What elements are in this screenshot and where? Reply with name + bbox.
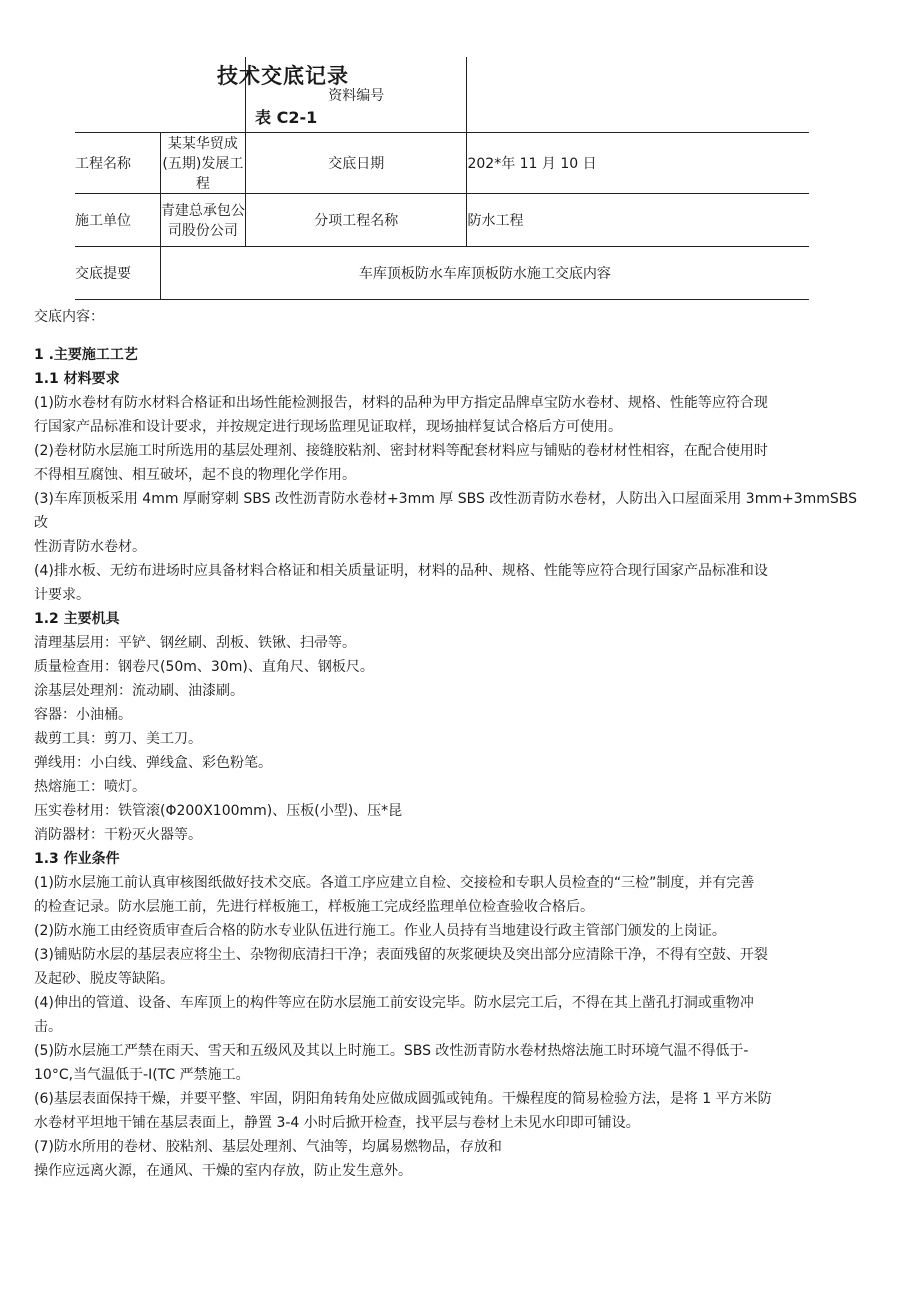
content-intro: 交底内容： [34, 309, 104, 325]
section-heading: 1.1 材料要求 [34, 371, 120, 387]
date-label: 交底日期 [246, 133, 467, 194]
contractor-label: 施工单位 [75, 194, 160, 247]
header-row-project [75, 133, 809, 194]
header-row-contractor [75, 194, 809, 247]
content-line: 质量检查用：钢卷尺(50m、30m)、直角尺、钢板尺。 [34, 659, 374, 675]
content-line: 及起砂、脱皮等缺陷。 [34, 971, 174, 987]
doc-no-value [467, 57, 809, 133]
content-line: (1)防水卷材有防水材料合格证和出场性能检测报告，材料的品种为甲方指定品牌卓宝防水卷材、规格、性能等应符合现 [34, 395, 768, 411]
content-line: 消防器材：干粉灭火器等。 [34, 827, 202, 843]
content-line: (3)铺贴防水层的基层表应将尘土、杂物彻底清扫干净；表面残留的灰浆硬块及突出部分应清除干净，不得有空鼓、开裂 [34, 947, 768, 963]
content-line: 裁剪工具：剪刀、美工刀。 [34, 731, 202, 747]
content-line: 涂基层处理剂：流动刷、油漆刷。 [34, 683, 244, 699]
summary-value: 车库顶板防水车库顶板防水施工交底内容 [160, 247, 809, 300]
content-line: (4)伸出的管道、设备、车库顶上的构件等应在防水层施工前安设完毕。防水层完工后，不得在其上凿孔打洞或重物冲 [34, 995, 754, 1011]
content-line: 10°C,当气温低于-I(TC 严禁施工。 [34, 1067, 250, 1083]
content-line: 击。 [34, 1019, 62, 1035]
content-line: (3)车库顶板采用 4mm 厚耐穿刺 SBS 改性沥青防水卷材+3mm 厚 SBS 改性沥青防水卷材，人防出入口屋面采用 3mm+3mmSBS 改 [34, 491, 858, 531]
document-title: 技术交底记录 [217, 64, 349, 88]
content-line: 操作应远离火源，在通风、干燥的室内存放，防止发生意外。 [34, 1163, 412, 1179]
section-heading: 1.2 主要机具 [34, 611, 120, 627]
content-line: (5)防水层施工严禁在雨天、雪天和五级风及其以上时施工。SBS 改性沥青防水卷材热熔法施工时环境气温不得低于- [34, 1043, 749, 1059]
content-line: (6)基层表面保持干燥，并要平整、牢固，阴阳角转角处应做成圆弧或钝角。干燥程度的简易检验方法，是将 1 平方米防 [34, 1091, 772, 1107]
sub-project-label: 分项工程名称 [246, 194, 467, 247]
header-row-title [75, 57, 809, 133]
doc-no-label: 资料编号 [246, 57, 467, 133]
sub-project-value: 防水工程 [467, 194, 809, 247]
content-line: 的检查记录。防水层施工前，先进行样板施工，样板施工完成经监理单位检查验收合格后。 [34, 899, 594, 915]
content-line: (1)防水层施工前认真审核图纸做好技术交底。各道工序应建立自检、交接检和专职人员检查的“三检”制度，并有完善 [34, 875, 755, 891]
content-line: 不得相互腐蚀、相互破坏，起不良的物理化学作用。 [34, 467, 356, 483]
content-line: 压实卷材用：铁管滚(Φ200X100mm)、压板(小型)、压*昆 [34, 803, 403, 819]
section-heading: 1 .主要施工工艺 [34, 347, 138, 363]
content-line: 行国家产品标准和设计要求，并按规定进行现场监理见证取样，现场抽样复试合格后方可使用。 [34, 419, 622, 435]
content-line: (4)排水板、无纺布进场时应具备材料合格证和相关质量证明，材料的品种、规格、性能等应符合现行国家产品标准和设 [34, 563, 768, 579]
content-line: 弹线用：小白线、弹线盒、彩色粉笔。 [34, 755, 272, 771]
header-row-summary [75, 247, 809, 300]
content-line: (2)卷材防水层施工时所选用的基层处理剂、接缝胶粘剂、密封材料等配套材料应与铺贴的卷材材性相容，在配合使用时 [34, 443, 768, 459]
content-line: 热熔施工：喷灯。 [34, 779, 146, 795]
content-line: (7)防水所用的卷材、胶粘剂、基层处理剂、气油等，均属易燃物品，存放和 [34, 1139, 502, 1155]
disclosure-content [34, 305, 860, 1183]
content-line: 计要求。 [34, 587, 90, 603]
title-cell [75, 57, 349, 133]
content-line: (2)防水施工由经资质审查后合格的防水专业队伍进行施工。作业人员持有当地建设行政主管部门颁发的上岗证。 [34, 923, 726, 939]
content-line: 清理基层用：平铲、钢丝刷、刮板、铁锹、扫帚等。 [34, 635, 356, 651]
date-value: 202*年 11 月 10 日 [467, 133, 809, 194]
content-lines [34, 343, 860, 1183]
project-name-value: 某某华贸成(五期)发展工程 [160, 133, 245, 194]
content-line: 水卷材平坦地干铺在基层表面上，静置 3-4 小时后掀开检查，找平层与卷材上未见水印即可铺设。 [34, 1115, 640, 1131]
header-table [75, 57, 809, 300]
section-heading: 1.3 作业条件 [34, 851, 120, 867]
contractor-value: 青建总承包公司股份公司 [160, 194, 245, 247]
form-number: 表 C2-1 [255, 108, 318, 127]
project-name-label: 工程名称 [75, 133, 160, 194]
summary-label: 交底提要 [75, 247, 160, 300]
content-line: 性沥青防水卷材。 [34, 539, 146, 555]
content-line: 容器：小油桶。 [34, 707, 132, 723]
